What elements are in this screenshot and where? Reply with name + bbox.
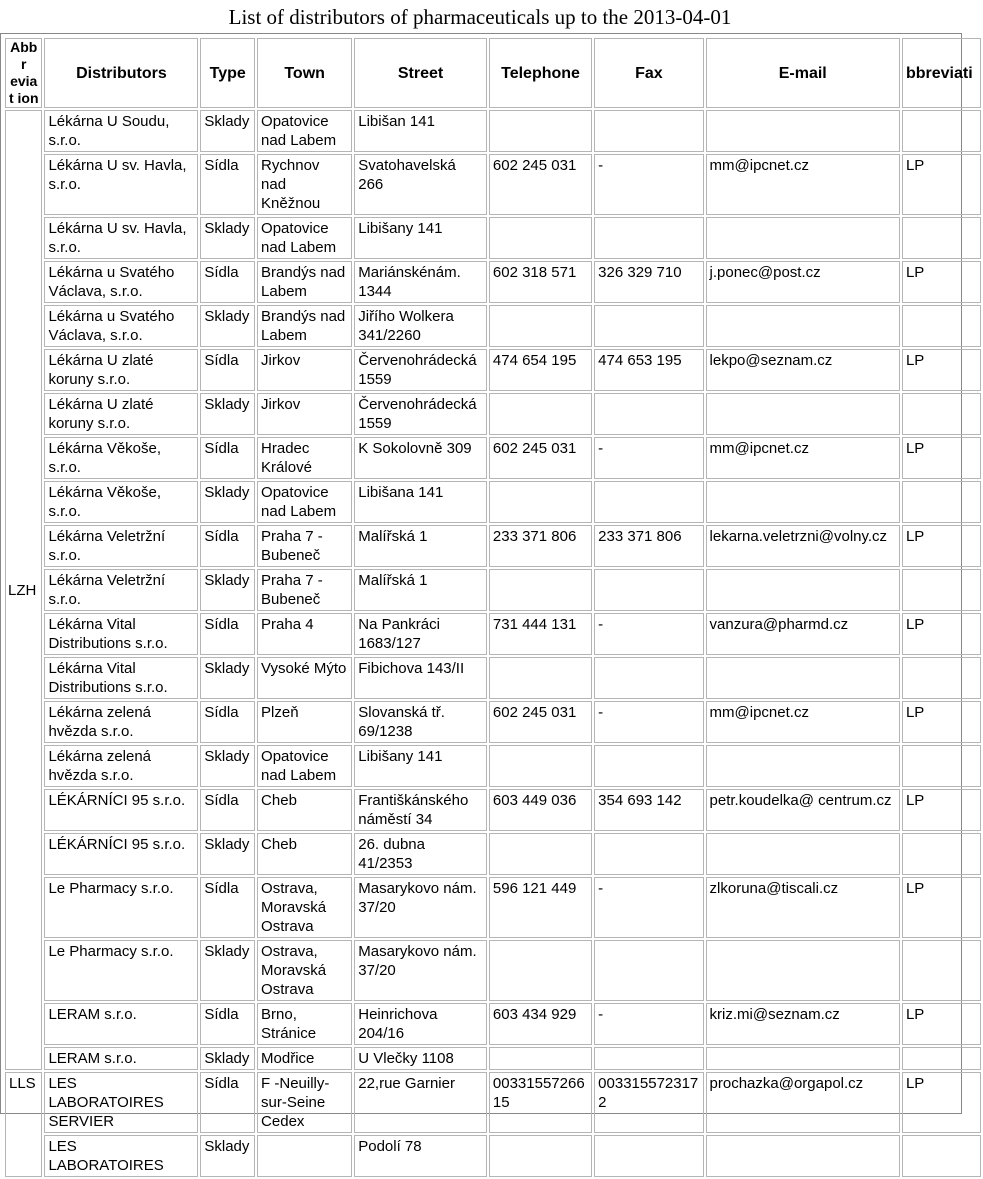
telephone-cell: 596 121 449 bbox=[489, 877, 592, 938]
table-row bbox=[5, 1047, 981, 1070]
email-cell bbox=[706, 393, 900, 435]
town-cell: Opatovice nad Labem bbox=[257, 110, 352, 152]
town-cell: Opatovice nad Labem bbox=[257, 745, 352, 787]
telephone-cell bbox=[489, 110, 592, 152]
town-cell: Modřice bbox=[257, 1047, 352, 1070]
type-cell: Sklady bbox=[200, 217, 255, 259]
type-cell: Sklady bbox=[200, 1135, 255, 1177]
email-cell bbox=[706, 481, 900, 523]
telephone-cell bbox=[489, 305, 592, 347]
town-cell: Brandýs nad Labem bbox=[257, 261, 352, 303]
abbreviation-cell: LP bbox=[902, 613, 981, 655]
distributor-cell: Lékárna U zlaté koruny s.r.o. bbox=[44, 349, 198, 391]
table-row bbox=[5, 154, 981, 215]
distributor-cell: Lékárna Věkoše, s.r.o. bbox=[44, 481, 198, 523]
type-cell: Sklady bbox=[200, 569, 255, 611]
telephone-cell: 474 654 195 bbox=[489, 349, 592, 391]
distributor-cell: Lékárna Vital Distributions s.r.o. bbox=[44, 657, 198, 699]
type-cell: Sídla bbox=[200, 789, 255, 831]
type-cell: Sklady bbox=[200, 110, 255, 152]
town-cell: Opatovice nad Labem bbox=[257, 481, 352, 523]
town-cell: Opatovice nad Labem bbox=[257, 217, 352, 259]
fax-cell: 326 329 710 bbox=[594, 261, 703, 303]
town-cell: Vysoké Mýto bbox=[257, 657, 352, 699]
fax-cell bbox=[594, 745, 703, 787]
town-cell: Cheb bbox=[257, 833, 352, 875]
type-cell: Sídla bbox=[200, 613, 255, 655]
email-cell bbox=[706, 110, 900, 152]
telephone-cell bbox=[489, 1047, 592, 1070]
table-row bbox=[5, 1135, 981, 1177]
town-cell bbox=[257, 1135, 352, 1177]
header-fax: Fax bbox=[594, 38, 703, 108]
street-cell: Libišana 141 bbox=[354, 481, 487, 523]
type-cell: Sídla bbox=[200, 525, 255, 567]
street-cell: Jiřího Wolkera 341/2260 bbox=[354, 305, 487, 347]
telephone-cell: 233 371 806 bbox=[489, 525, 592, 567]
distributor-cell: Lékárna U sv. Havla, s.r.o. bbox=[44, 154, 198, 215]
fax-cell bbox=[594, 217, 703, 259]
distributor-cell: LÉKÁRNÍCI 95 s.r.o. bbox=[44, 833, 198, 875]
telephone-cell bbox=[489, 481, 592, 523]
email-cell bbox=[706, 657, 900, 699]
fax-cell: - bbox=[594, 613, 703, 655]
table-row bbox=[5, 437, 981, 479]
distributors-table bbox=[3, 36, 983, 1179]
distributor-cell: Le Pharmacy s.r.o. bbox=[44, 877, 198, 938]
abbreviation-group-lzh: LZH bbox=[5, 110, 42, 1070]
town-cell: Hradec Králové bbox=[257, 437, 352, 479]
fax-cell bbox=[594, 1047, 703, 1070]
fax-cell bbox=[594, 940, 703, 1001]
abbreviation-cell bbox=[902, 569, 981, 611]
table-row bbox=[5, 745, 981, 787]
abbreviation-cell: LP bbox=[902, 789, 981, 831]
type-cell: Sídla bbox=[200, 1072, 255, 1133]
distributor-cell: Lékárna u Svatého Václava, s.r.o. bbox=[44, 305, 198, 347]
street-cell: Heinrichova 204/16 bbox=[354, 1003, 487, 1045]
table-row bbox=[5, 349, 981, 391]
abbreviation-cell: LP bbox=[902, 525, 981, 567]
street-cell: Libišany 141 bbox=[354, 217, 487, 259]
distributor-cell: Lékárna zelená hvězda s.r.o. bbox=[44, 701, 198, 743]
telephone-cell bbox=[489, 940, 592, 1001]
distributor-cell: Lékárna U sv. Havla, s.r.o. bbox=[44, 217, 198, 259]
street-cell: 26. dubna 41/2353 bbox=[354, 833, 487, 875]
distributor-cell: Lékárna Veletržní s.r.o. bbox=[44, 569, 198, 611]
town-cell: Praha 7 - Bubeneč bbox=[257, 569, 352, 611]
telephone-cell bbox=[489, 745, 592, 787]
header-town: Town bbox=[257, 38, 352, 108]
table-row bbox=[5, 217, 981, 259]
email-cell bbox=[706, 1047, 900, 1070]
town-cell: Praha 7 - Bubeneč bbox=[257, 525, 352, 567]
distributors-table-frame bbox=[0, 33, 973, 1174]
town-cell: Ostrava, Moravská Ostrava bbox=[257, 940, 352, 1001]
table-row bbox=[5, 1072, 981, 1133]
fax-cell bbox=[594, 657, 703, 699]
distributor-cell: Lékárna Vital Distributions s.r.o. bbox=[44, 613, 198, 655]
telephone-cell: 602 245 031 bbox=[489, 701, 592, 743]
header-telephone: Telephone bbox=[489, 38, 592, 108]
telephone-cell bbox=[489, 1135, 592, 1177]
abbreviation-cell bbox=[902, 657, 981, 699]
street-cell: Malířská 1 bbox=[354, 569, 487, 611]
type-cell: Sklady bbox=[200, 1047, 255, 1070]
type-cell: Sklady bbox=[200, 305, 255, 347]
table-row bbox=[5, 657, 981, 699]
email-cell: mm@ipcnet.cz bbox=[706, 701, 900, 743]
street-cell: Libišany 141 bbox=[354, 745, 487, 787]
email-cell: lekarna.veletrzni@volny.cz bbox=[706, 525, 900, 567]
table-row bbox=[5, 569, 981, 611]
telephone-cell: 0033155726615 bbox=[489, 1072, 592, 1133]
header-street: Street bbox=[354, 38, 487, 108]
town-cell: Brandýs nad Labem bbox=[257, 305, 352, 347]
header-abbreviation: Abbr eviat ion bbox=[5, 38, 42, 108]
town-cell: Cheb bbox=[257, 789, 352, 831]
table-row bbox=[5, 305, 981, 347]
distributor-cell: Le Pharmacy s.r.o. bbox=[44, 940, 198, 1001]
town-cell: Jirkov bbox=[257, 393, 352, 435]
telephone-cell bbox=[489, 569, 592, 611]
table-row bbox=[5, 789, 981, 831]
distributor-cell: Lékárna Veletržní s.r.o. bbox=[44, 525, 198, 567]
abbreviation-cell: LP bbox=[902, 261, 981, 303]
table-row bbox=[5, 613, 981, 655]
email-cell bbox=[706, 569, 900, 611]
abbreviation-cell: LP bbox=[902, 701, 981, 743]
distributor-cell: Lékárna U Soudu, s.r.o. bbox=[44, 110, 198, 152]
fax-cell bbox=[594, 569, 703, 611]
email-cell bbox=[706, 305, 900, 347]
distributor-cell: Lékárna Věkoše, s.r.o. bbox=[44, 437, 198, 479]
distributor-cell: LES LABORATOIRES bbox=[44, 1135, 198, 1177]
street-cell: Mariánskénám. 1344 bbox=[354, 261, 487, 303]
street-cell: Červenohrádecká 1559 bbox=[354, 349, 487, 391]
abbreviation-cell bbox=[902, 940, 981, 1001]
email-cell: j.ponec@post.cz bbox=[706, 261, 900, 303]
distributor-cell: Lékárna zelená hvězda s.r.o. bbox=[44, 745, 198, 787]
telephone-cell bbox=[489, 393, 592, 435]
table-row bbox=[5, 877, 981, 938]
street-cell: Podolí 78 bbox=[354, 1135, 487, 1177]
abbreviation-cell bbox=[902, 1135, 981, 1177]
abbreviation-cell bbox=[902, 217, 981, 259]
abbreviation-cell bbox=[902, 481, 981, 523]
distributor-cell: LES LABORATOIRES SERVIER bbox=[44, 1072, 198, 1133]
distributor-cell: LÉKÁRNÍCI 95 s.r.o. bbox=[44, 789, 198, 831]
street-cell: Masarykovo nám. 37/20 bbox=[354, 877, 487, 938]
table-row bbox=[5, 110, 981, 152]
table-row bbox=[5, 525, 981, 567]
header-abbreviation-2: bbreviati bbox=[902, 38, 981, 108]
page-title: List of distributors of pharmaceuticals up to the 2013-04-01 bbox=[228, 5, 732, 29]
email-cell bbox=[706, 745, 900, 787]
abbreviation-cell bbox=[902, 110, 981, 152]
telephone-cell bbox=[489, 657, 592, 699]
telephone-cell: 602 245 031 bbox=[489, 154, 592, 215]
fax-cell: 354 693 142 bbox=[594, 789, 703, 831]
abbreviation-cell bbox=[902, 1047, 981, 1070]
email-cell: petr.koudelka@ centrum.cz bbox=[706, 789, 900, 831]
fax-cell: 0033155723172 bbox=[594, 1072, 703, 1133]
street-cell: 22,rue Garnier bbox=[354, 1072, 487, 1133]
email-cell bbox=[706, 940, 900, 1001]
distributor-cell: LERAM s.r.o. bbox=[44, 1003, 198, 1045]
fax-cell: - bbox=[594, 154, 703, 215]
fax-cell bbox=[594, 393, 703, 435]
email-cell: mm@ipcnet.cz bbox=[706, 437, 900, 479]
abbreviation-cell bbox=[902, 745, 981, 787]
street-cell: Svatohavelská 266 bbox=[354, 154, 487, 215]
fax-cell bbox=[594, 305, 703, 347]
street-cell: Malířská 1 bbox=[354, 525, 487, 567]
street-cell: U Vlečky 1108 bbox=[354, 1047, 487, 1070]
abbreviation-cell: LP bbox=[902, 877, 981, 938]
town-cell: Plzeň bbox=[257, 701, 352, 743]
table-body bbox=[5, 110, 981, 1177]
fax-cell: - bbox=[594, 437, 703, 479]
abbreviation-cell bbox=[902, 305, 981, 347]
table-row bbox=[5, 833, 981, 875]
fax-cell bbox=[594, 1135, 703, 1177]
email-cell bbox=[706, 217, 900, 259]
table-row bbox=[5, 701, 981, 743]
street-cell: Na Pankráci 1683/127 bbox=[354, 613, 487, 655]
fax-cell: 474 653 195 bbox=[594, 349, 703, 391]
fax-cell: - bbox=[594, 701, 703, 743]
fax-cell: - bbox=[594, 1003, 703, 1045]
type-cell: Sklady bbox=[200, 833, 255, 875]
type-cell: Sídla bbox=[200, 701, 255, 743]
email-cell bbox=[706, 1135, 900, 1177]
street-cell: Masarykovo nám. 37/20 bbox=[354, 940, 487, 1001]
email-cell: kriz.mi@seznam.cz bbox=[706, 1003, 900, 1045]
abbreviation-cell: LP bbox=[902, 349, 981, 391]
table-row bbox=[5, 481, 981, 523]
town-cell: Praha 4 bbox=[257, 613, 352, 655]
type-cell: Sklady bbox=[200, 481, 255, 523]
abbreviation-cell: LP bbox=[902, 154, 981, 215]
type-cell: Sklady bbox=[200, 657, 255, 699]
type-cell: Sídla bbox=[200, 261, 255, 303]
street-cell: Červenohrádecká 1559 bbox=[354, 393, 487, 435]
table-row bbox=[5, 940, 981, 1001]
street-cell: Františkánského náměstí 34 bbox=[354, 789, 487, 831]
abbreviation-cell: LP bbox=[902, 1072, 981, 1133]
fax-cell: 233 371 806 bbox=[594, 525, 703, 567]
town-cell: Ostrava, Moravská Ostrava bbox=[257, 877, 352, 938]
abbreviation-cell bbox=[902, 833, 981, 875]
type-cell: Sklady bbox=[200, 745, 255, 787]
fax-cell bbox=[594, 833, 703, 875]
email-cell: lekpo@seznam.cz bbox=[706, 349, 900, 391]
type-cell: Sídla bbox=[200, 437, 255, 479]
fax-cell bbox=[594, 110, 703, 152]
telephone-cell: 603 449 036 bbox=[489, 789, 592, 831]
email-cell: vanzura@pharmd.cz bbox=[706, 613, 900, 655]
street-cell: Fibichova 143/II bbox=[354, 657, 487, 699]
fax-cell bbox=[594, 481, 703, 523]
abbreviation-cell: LP bbox=[902, 1003, 981, 1045]
type-cell: Sídla bbox=[200, 877, 255, 938]
fax-cell: - bbox=[594, 877, 703, 938]
header-email: E-mail bbox=[706, 38, 900, 108]
abbreviation-cell bbox=[902, 393, 981, 435]
distributor-cell: LERAM s.r.o. bbox=[44, 1047, 198, 1070]
table-row bbox=[5, 393, 981, 435]
telephone-cell: 602 245 031 bbox=[489, 437, 592, 479]
type-cell: Sklady bbox=[200, 393, 255, 435]
street-cell: Libišan 141 bbox=[354, 110, 487, 152]
telephone-cell: 731 444 131 bbox=[489, 613, 592, 655]
table-row bbox=[5, 1003, 981, 1045]
email-cell bbox=[706, 833, 900, 875]
abbreviation-group-lls: LLS bbox=[5, 1072, 42, 1177]
telephone-cell: 603 434 929 bbox=[489, 1003, 592, 1045]
town-cell: Rychnov nad Kněžnou bbox=[257, 154, 352, 215]
header-type: Type bbox=[200, 38, 255, 108]
telephone-cell bbox=[489, 833, 592, 875]
street-cell: K Sokolovně 309 bbox=[354, 437, 487, 479]
type-cell: Sídla bbox=[200, 1003, 255, 1045]
distributor-cell: Lékárna U zlaté koruny s.r.o. bbox=[44, 393, 198, 435]
type-cell: Sklady bbox=[200, 940, 255, 1001]
header-row bbox=[5, 38, 981, 108]
street-cell: Slovanská tř. 69/1238 bbox=[354, 701, 487, 743]
type-cell: Sídla bbox=[200, 154, 255, 215]
abbreviation-cell: LP bbox=[902, 437, 981, 479]
email-cell: mm@ipcnet.cz bbox=[706, 154, 900, 215]
town-cell: Brno, Stránice bbox=[257, 1003, 352, 1045]
telephone-cell bbox=[489, 217, 592, 259]
distributor-cell: Lékárna u Svatého Václava, s.r.o. bbox=[44, 261, 198, 303]
town-cell: F -Neuilly-sur-Seine Cedex bbox=[257, 1072, 352, 1133]
header-distributors: Distributors bbox=[44, 38, 198, 108]
table-row bbox=[5, 261, 981, 303]
type-cell: Sídla bbox=[200, 349, 255, 391]
email-cell: prochazka@orgapol.cz bbox=[706, 1072, 900, 1133]
telephone-cell: 602 318 571 bbox=[489, 261, 592, 303]
email-cell: zlkoruna@tiscali.cz bbox=[706, 877, 900, 938]
town-cell: Jirkov bbox=[257, 349, 352, 391]
